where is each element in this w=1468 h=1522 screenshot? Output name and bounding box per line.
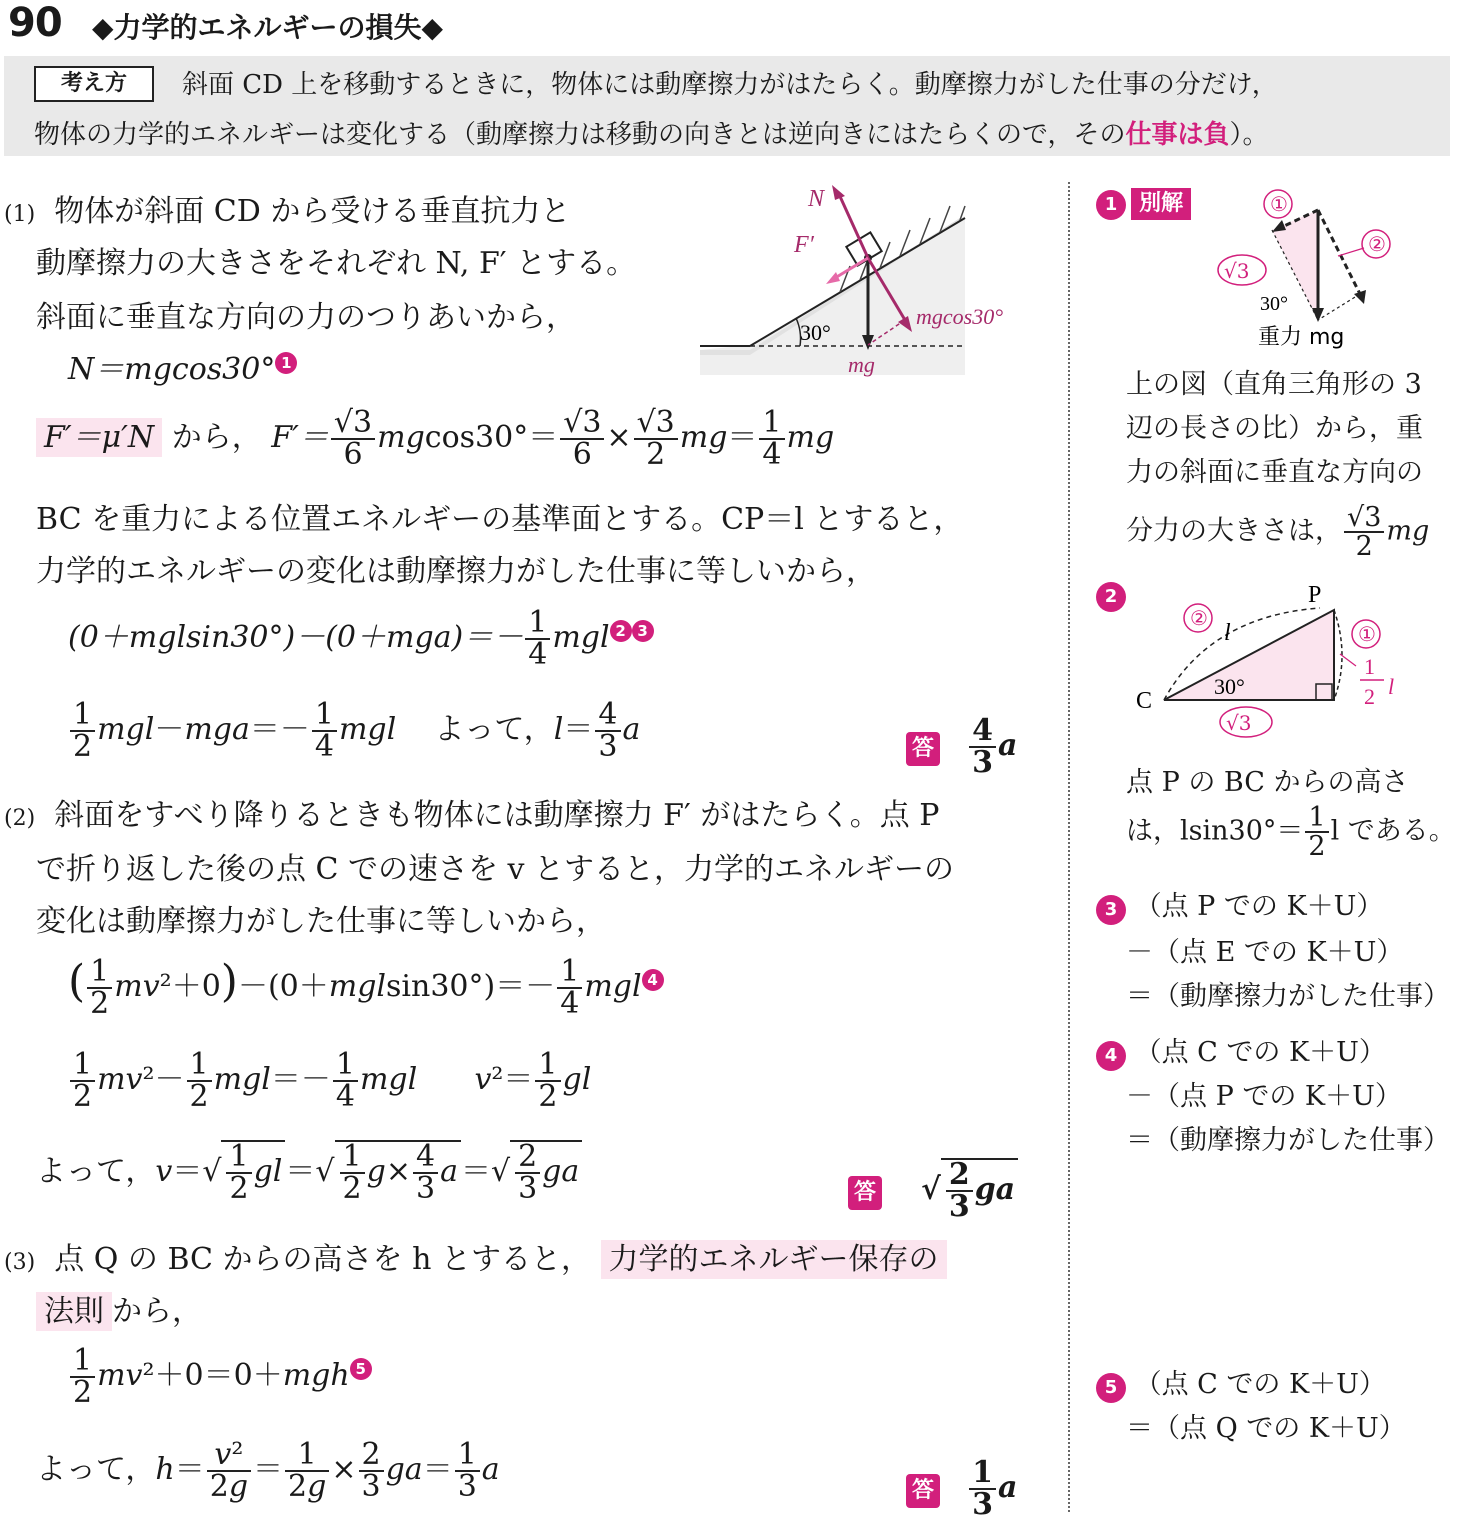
part3-eq: $\frac{1}{2}$ mv²＋0＝0＋mgh 5 — [68, 1346, 372, 1408]
side-note-3b: －（点 E での K＋U） — [1126, 937, 1404, 968]
part2-v: よって，v＝√ $\frac{1}{2}$ gl ＝√ $\frac{1}{2}$ g× $\frac{4}{3}$ a ＝√ $\frac{2}{3}$ ga — [36, 1140, 582, 1204]
answer-2: 答 √ $\frac{2}{3}$ ga — [848, 1158, 1018, 1222]
problem-number: 90 — [8, 0, 62, 46]
think-line-1: 斜面 CD 上を移動するときに，物体には動摩擦力がはたらく。動摩擦力がした仕事の分だけ， — [182, 70, 1278, 100]
triangle-diagram — [1130, 576, 1430, 746]
part1-line6: BC を重力による位置エネルギーの基準面とする。CP＝l とすると， — [36, 502, 964, 537]
svg-text:②: ② — [1368, 232, 1386, 256]
svg-text:P: P — [1308, 582, 1322, 608]
side-text-1: 上の図（直角三角形の 3 — [1126, 369, 1422, 400]
answer-3: 答 $\frac{1}{3}$ a — [906, 1458, 1017, 1520]
part1-line1: (1) 物体が斜面 CD から受ける垂直抗力と — [4, 194, 571, 229]
svg-text:C: C — [1136, 688, 1153, 714]
side-note-4b: －（点 P での K＋U） — [1126, 1081, 1402, 1112]
side-note-2-header: 2 — [1096, 582, 1126, 612]
svg-text:①: ① — [1270, 192, 1288, 216]
label-F: F′ — [794, 232, 814, 258]
part1-eq-N: N＝mgcos30° 1 — [68, 344, 297, 388]
side-height-2: は，lsin30°＝ $\frac{1}{2}$ l である。 — [1126, 802, 1456, 862]
think-line-2: 物体の力学的エネルギーは変化する（動摩擦力は移動の向きとは逆向きにはたらくので，その仕事は負）。 — [34, 120, 1269, 150]
think-label: 考え方 — [34, 66, 154, 102]
label-mgcos: mgcos30° — [916, 304, 1004, 329]
side-note-5b: ＝（点 Q での K＋U） — [1126, 1413, 1406, 1444]
svg-text:√3: √3 — [1224, 259, 1250, 283]
diagram-angle: 30° — [800, 320, 831, 345]
part2-line1: (2) 斜面をすべり降りるときも物体には動摩擦力 F′ がはたらく。点 P — [4, 798, 940, 833]
part2-solve: $\frac{1}{2}$ mv²－ $\frac{1}{2}$ mgl＝－ $\frac{1}{4}$ mgl v²＝ $\frac{1}{2}$ gl — [68, 1050, 591, 1112]
side-height-1: 点 P の BC からの高さ — [1126, 767, 1409, 798]
svg-text:重力 mg: 重力 mg — [1258, 325, 1345, 350]
column-divider — [1068, 182, 1070, 1512]
part1-line7: 力学的エネルギーの変化は動摩擦力がした仕事に等しいから， — [36, 554, 876, 589]
svg-text:30°: 30° — [1260, 293, 1288, 315]
part2-line3: 変化は動摩擦力がした仕事に等しいから， — [36, 904, 606, 939]
svg-text:1: 1 — [1364, 654, 1375, 679]
problem-title: ◆力学的エネルギーの損失◆ — [92, 11, 444, 44]
svg-text:√3: √3 — [1226, 711, 1252, 735]
part2-energy-eq: ( $\frac{1}{2}$ mv²＋0)－(0＋mglsin30°)＝－ $\frac{1}{4}$ mgl 4 — [68, 956, 664, 1019]
side-text-3: 力の斜面に垂直な方向の — [1126, 457, 1423, 488]
part1-line3: 斜面に垂直な方向の力のつりあいから， — [36, 300, 576, 335]
side-note-4c: ＝（動摩擦力がした仕事） — [1126, 1125, 1450, 1156]
svg-text:30°: 30° — [1214, 674, 1245, 699]
side-text-2: 辺の長さの比）から，重 — [1126, 413, 1423, 444]
svg-text:②: ② — [1190, 606, 1208, 630]
part1-energy-eq: (0＋mglsin30°)－(0＋mga)＝－ $\frac{1}{4}$ mgl 2 3 — [68, 608, 654, 670]
side-text-4: 分力の大きさは， $\frac{√3}{2}$ mg — [1126, 502, 1430, 562]
label-N: N — [808, 186, 825, 212]
side-note-1-header: 1 別解 — [1096, 188, 1191, 220]
part1-solve: $\frac{1}{2}$ mgl－mga＝－ $\frac{1}{4}$ mgl よって，l＝ $\frac{4}{3}$ a — [68, 700, 640, 762]
incline-diagram — [690, 180, 1050, 380]
part2-line2: で折り返した後の点 C での速さを v とすると，力学的エネルギーの — [36, 852, 955, 887]
side-note-5: 5 （点 C での K＋U） — [1096, 1362, 1386, 1403]
label-mg: mg — [848, 352, 875, 377]
side-note-4: 4 （点 C での K＋U） — [1096, 1030, 1386, 1071]
part3-line2: 法則 から， — [36, 1286, 202, 1330]
side-note-3: 3 （点 P での K＋U） — [1096, 884, 1383, 925]
answer-1: 答 $\frac{4}{3}$ a — [906, 716, 1017, 778]
svg-text:l: l — [1224, 620, 1231, 646]
force-decomposition-diagram — [1210, 186, 1410, 352]
part3-line1: (3) 点 Q の BC からの高さを h とすると， 力学的エネルギー保存の — [4, 1234, 947, 1278]
think-box — [4, 56, 1450, 156]
side-note-3c: ＝（動摩擦力がした仕事） — [1126, 981, 1450, 1012]
svg-text:2: 2 — [1364, 684, 1375, 709]
svg-text:l: l — [1388, 674, 1395, 699]
svg-text:①: ① — [1358, 622, 1376, 646]
part3-h: よって，h＝ $\frac{\text{v²}}{2g}$ ＝ $\frac{1}{2g}$ × $\frac{2}{3}$ ga＝ $\frac{1}{3}$ a — [36, 1437, 500, 1504]
part1-eq-F: F′＝μ′N から， F′＝ $\frac{√3}{6}$ mgcos30°＝ $\frac{√3}{6}$ × $\frac{√3}{2}$ mg＝ $\frac{1}{4}$ mg — [36, 408, 834, 470]
part1-line2: 動摩擦力の大きさをそれぞれ N, F′ とする。 — [36, 246, 637, 281]
